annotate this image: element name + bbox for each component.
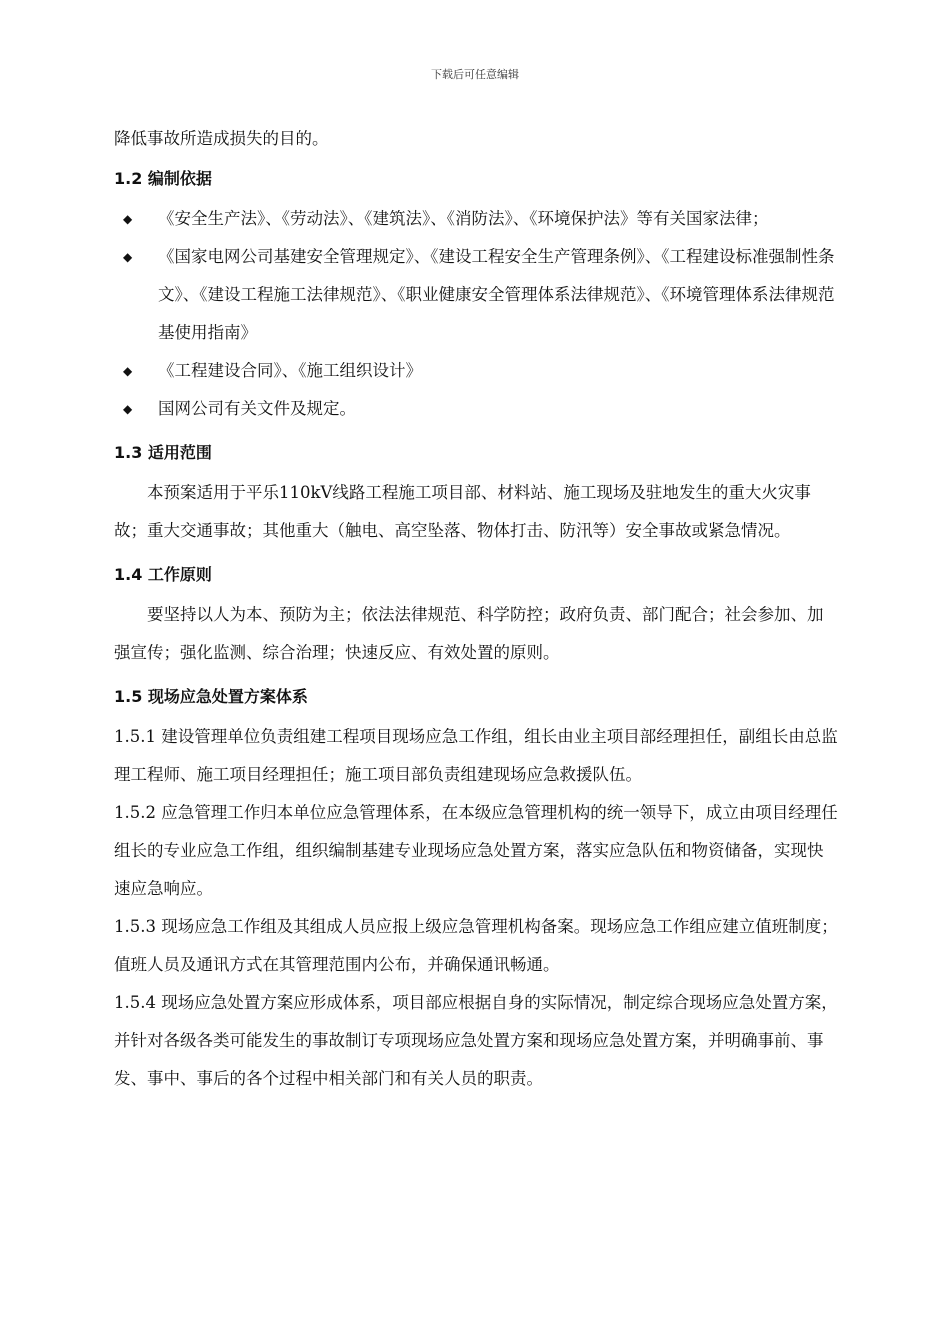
basis-bullet-text: 《国家电网公司基建安全管理规定》、《建设工程安全生产管理条例》、《工程建设标准强制性条文》、《建设工程施工法律规范》、《职业健康安全管理体系法律规范》、《环境管理体系法律规范基使用指南》 bbox=[158, 247, 835, 342]
basis-bullet-2 bbox=[114, 238, 839, 352]
basis-bullet-3 bbox=[114, 352, 839, 390]
diamond-bullet-icon: ◆ bbox=[123, 250, 133, 264]
section-1-2-title: 1.2 编制依据 bbox=[114, 169, 212, 188]
basis-bullet-text: 《安全生产法》、《劳动法》、《建筑法》、《消防法》、《环境保护法》等有关国家法律； bbox=[158, 209, 769, 228]
section-1-3-title: 1.3 适用范围 bbox=[114, 443, 212, 462]
system-item-1-5-4: 1.5.4 现场应急处置方案应形成体系，项目部应根据自身的实际情况，制定综合现场应急处置方案，并针对各级各类可能发生的事故制订专项现场应急处置方案和现场应急处置方案，并明确事前、事发、事中、事后的各个过程中相关部门和有关人员的职责。 bbox=[114, 993, 838, 1088]
basis-bullet-text: 《工程建设合同》、《施工组织设计》 bbox=[158, 361, 422, 380]
system-item-1-5-3: 1.5.3 现场应急工作组及其组成人员应报上级应急管理机构备案。现场应急工作组应建立值班制度；值班人员及通讯方式在其管理范围内公布，并确保通讯畅通。 bbox=[114, 917, 838, 974]
principles-paragraph: 要坚持以人为本、预防为主；依法法律规范、科学防控；政府负责、部门配合；社会参加、加强宣传；强化监测、综合治理；快速反应、有效处置的原则。 bbox=[114, 605, 824, 662]
intro-line: 降低事故所造成损失的目的。 bbox=[114, 129, 329, 148]
page-header-note: 下载后可任意编辑 bbox=[431, 68, 519, 81]
scope-paragraph: 本预案适用于平乐110kV线路工程施工项目部、材料站、施工现场及驻地发生的重大火灾事故；重大交通事故；其他重大（触电、高空坠落、物体打击、防汛等）安全事故或紧急情况。 bbox=[114, 483, 811, 540]
diamond-bullet-icon: ◆ bbox=[123, 212, 133, 226]
diamond-bullet-icon: ◆ bbox=[123, 402, 133, 416]
basis-bullet-text: 国网公司有关文件及规定。 bbox=[158, 399, 356, 418]
document-body bbox=[114, 120, 839, 1098]
basis-bullet-4 bbox=[114, 390, 839, 428]
diamond-bullet-icon: ◆ bbox=[123, 364, 133, 378]
basis-bullet-1 bbox=[114, 200, 839, 238]
section-1-5-title: 1.5 现场应急处置方案体系 bbox=[114, 687, 308, 706]
section-1-4-title: 1.4 工作原则 bbox=[114, 565, 212, 584]
system-item-1-5-2: 1.5.2 应急管理工作归本单位应急管理体系，在本级应急管理机构的统一领导下，成立由项目经理任组长的专业应急工作组，组织编制基建专业现场应急处置方案，落实应急队伍和物资储备，实现快速应急响应。 bbox=[114, 803, 838, 898]
system-item-1-5-1: 1.5.1 建设管理单位负责组建工程项目现场应急工作组，组长由业主项目部经理担任，副组长由总监理工程师、施工项目经理担任；施工项目部负责组建现场应急救援队伍。 bbox=[114, 727, 838, 784]
